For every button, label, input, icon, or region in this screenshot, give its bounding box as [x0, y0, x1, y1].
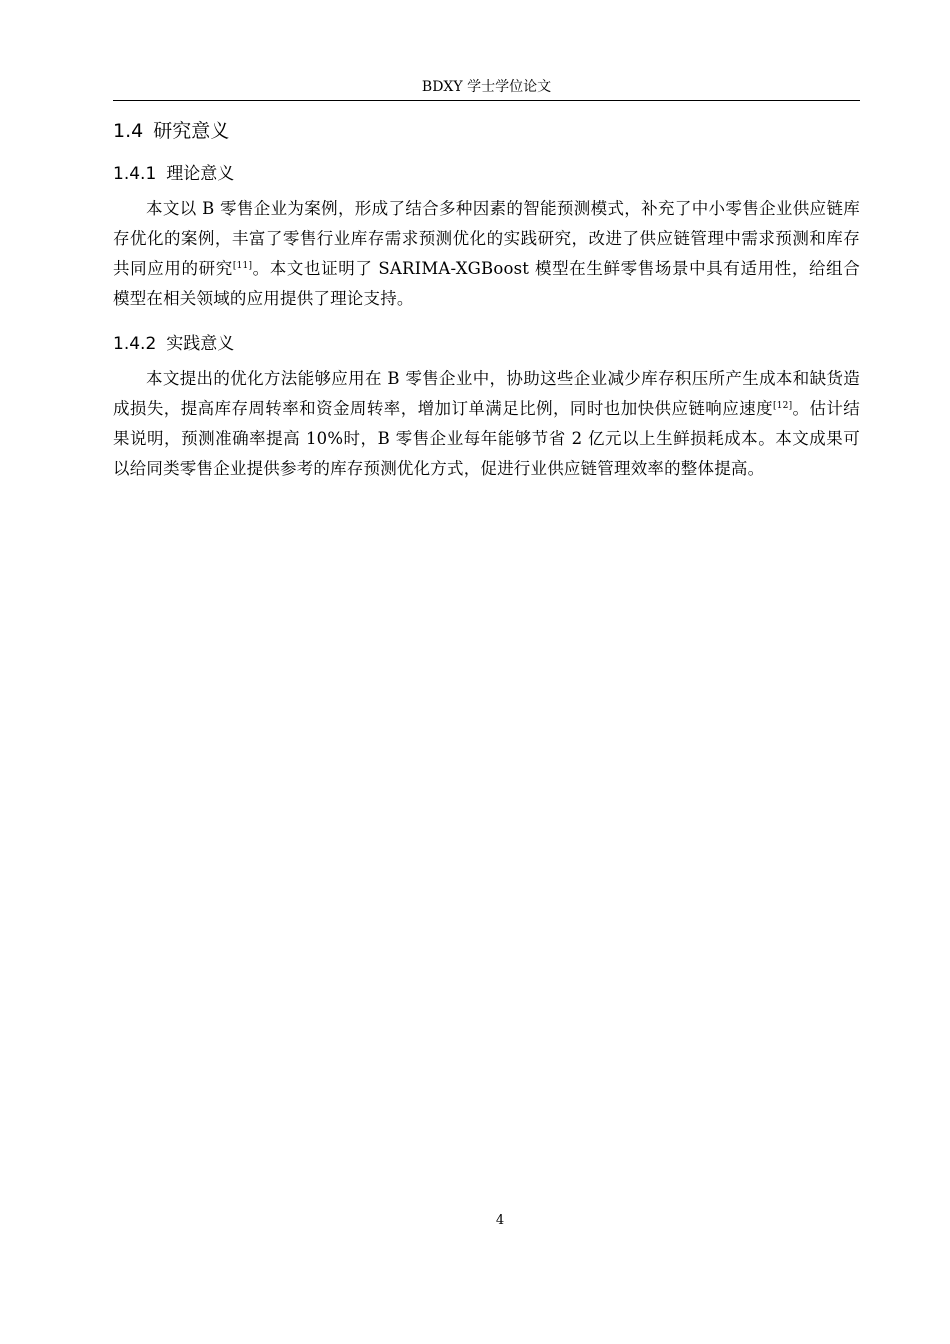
subsection-number: 1.4.2 [113, 334, 157, 354]
paragraph-text: 。估计结果说明，预测准确率提高 10%时，B 零售企业每年能够节省 2 亿元以上生鲜损耗成本。本文成果可以给同类零售企业提供参考的库存预测优化方式，促进行业供应链管理效率的整体提高。 [113, 399, 860, 478]
subsection-title: 实践意义 [166, 334, 235, 354]
subsection-heading-practice [113, 330, 860, 358]
subsection-title: 理论意义 [166, 164, 235, 184]
header-title: BDXY 学士学位论文 [421, 79, 552, 95]
page-number: 4 [495, 1213, 505, 1228]
page-content [113, 116, 860, 500]
citation-marker: [12] [773, 401, 793, 411]
paragraph-text: 本文提出的优化方法能够应用在 B 零售企业中，协助这些企业减少库存积压所产生成本和缺货造成损失，提高库存周转率和资金周转率，增加订单满足比例，同时也加快供应链响应速度 [113, 369, 860, 418]
paragraph-practice [113, 364, 860, 484]
paragraph-text: 。本文也证明了 SARIMA-XGBoost 模型在生鲜零售场景中具有适用性，给组合模型在相关领域的应用提供了理论支持。 [113, 259, 860, 308]
paragraph-theory [113, 194, 860, 314]
section-title: 研究意义 [153, 120, 230, 142]
page-header [113, 76, 860, 101]
citation-marker: [11] [232, 261, 253, 271]
paragraph-text: 本文以 B 零售企业为案例，形成了结合多种因素的智能预测模式，补充了中小零售企业供应链库存优化的案例，丰富了零售行业库存需求预测优化的实践研究，改进了供应链管理中需求预测和库存共同应用的研究 [113, 199, 860, 278]
subsection-number: 1.4.1 [113, 164, 157, 184]
section-heading [113, 116, 860, 146]
section-number: 1.4 [113, 120, 144, 142]
subsection-heading-theory [113, 160, 860, 188]
